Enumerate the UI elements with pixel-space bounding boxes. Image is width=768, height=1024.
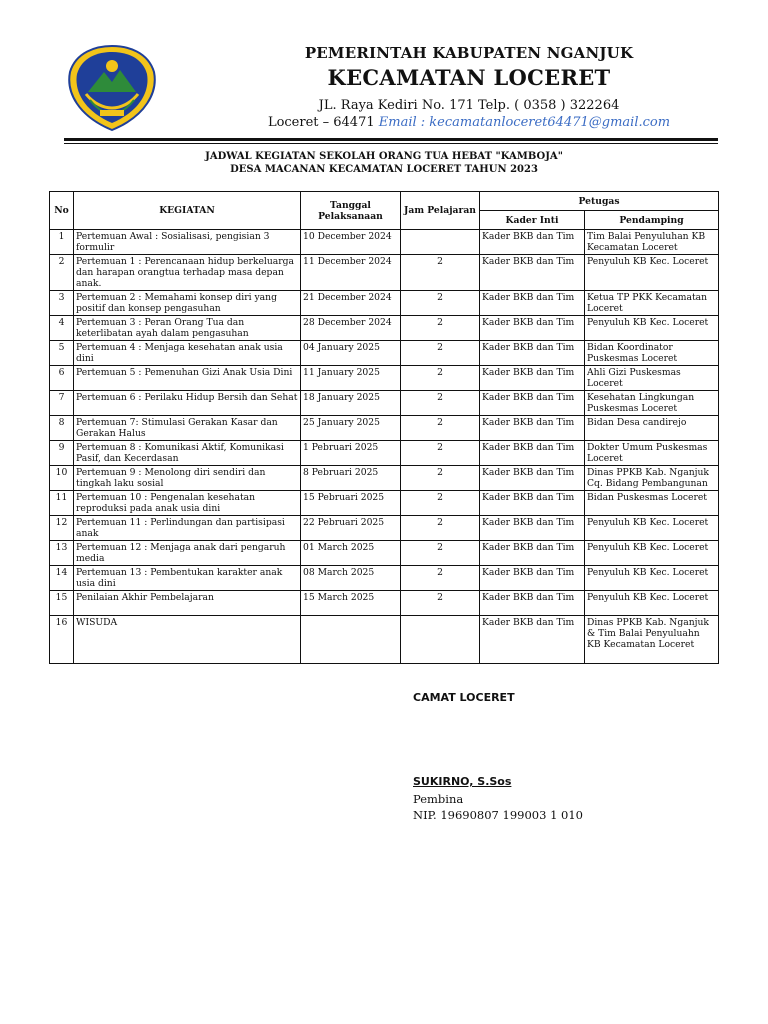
cell-tanggal: 01 March 2025 (301, 541, 401, 566)
cell-jam: 2 (401, 416, 480, 441)
cell-no: 15 (50, 591, 74, 616)
table-row (50, 366, 719, 391)
cell-kader-inti: Kader BKB dan Tim (480, 416, 585, 441)
cell-jam: 2 (401, 466, 480, 491)
table-row (50, 391, 719, 416)
cell-tanggal: 22 Pebruari 2025 (301, 516, 401, 541)
cell-kader-inti: Kader BKB dan Tim (480, 391, 585, 416)
cell-kegiatan: Pertemuan 3 : Peran Orang Tua dan keterlibatan ayah dalam pengasuhan (74, 316, 301, 341)
cell-jam: 2 (401, 391, 480, 416)
cell-tanggal: 18 January 2025 (301, 391, 401, 416)
header-no: No (50, 192, 74, 230)
table-row (50, 291, 719, 316)
cell-jam: 2 (401, 341, 480, 366)
signature-office: CAMAT LOCERET (413, 691, 515, 704)
cell-kegiatan: Pertemuan 7: Stimulasi Gerakan Kasar dan Gerakan Halus (74, 416, 301, 441)
cell-jam: 2 (401, 366, 480, 391)
cell-no: 7 (50, 391, 74, 416)
cell-tanggal: 08 March 2025 (301, 566, 401, 591)
cell-kegiatan: Pertemuan 1 : Perencanaan hidup berkeluarga dan harapan orangtua terhadap masa depan anak. (74, 255, 301, 291)
cell-pendamping: Penyuluh KB Kec. Loceret (585, 541, 719, 566)
cell-tanggal: 11 December 2024 (301, 255, 401, 291)
table-row (50, 516, 719, 541)
table-row (50, 316, 719, 341)
cell-no: 16 (50, 616, 74, 664)
cell-tanggal: 25 January 2025 (301, 416, 401, 441)
header-address: JL. Raya Kediri No. 171 Telp. ( 0358 ) 322264 (318, 98, 620, 113)
cell-pendamping: Penyuluh KB Kec. Loceret (585, 316, 719, 341)
table-row (50, 341, 719, 366)
header-government: PEMERINTAH KABUPATEN NGANJUK (304, 44, 634, 62)
cell-no: 11 (50, 491, 74, 516)
header-kegiatan: KEGIATAN (74, 192, 301, 230)
header-jam: Jam Pelajaran (401, 192, 480, 230)
table-row (50, 230, 719, 255)
cell-pendamping: Tim Balai Penyuluhan KB Kecamatan Loceret (585, 230, 719, 255)
cell-pendamping: Penyuluh KB Kec. Loceret (585, 566, 719, 591)
cell-kader-inti: Kader BKB dan Tim (480, 441, 585, 466)
cell-kegiatan: Pertemuan 10 : Pengenalan kesehatan reproduksi pada anak usia dini (74, 491, 301, 516)
cell-pendamping: Ketua TP PKK Kecamatan Loceret (585, 291, 719, 316)
table-row (50, 466, 719, 491)
cell-tanggal: 15 March 2025 (301, 591, 401, 616)
header-contact (170, 115, 768, 130)
cell-jam: 2 (401, 316, 480, 341)
cell-kegiatan: Pertemuan 13 : Pembentukan karakter anak usia dini (74, 566, 301, 591)
cell-no: 3 (50, 291, 74, 316)
cell-kader-inti: Kader BKB dan Tim (480, 255, 585, 291)
table-row (50, 255, 719, 291)
cell-no: 2 (50, 255, 74, 291)
cell-tanggal: 15 Pebruari 2025 (301, 491, 401, 516)
cell-pendamping: Bidan Desa candirejo (585, 416, 719, 441)
cell-pendamping: Kesehatan Lingkungan Puskesmas Loceret (585, 391, 719, 416)
cell-kader-inti: Kader BKB dan Tim (480, 591, 585, 616)
cell-tanggal: 04 January 2025 (301, 341, 401, 366)
cell-pendamping: Ahli Gizi Puskesmas Loceret (585, 366, 719, 391)
cell-tanggal: 1 Pebruari 2025 (301, 441, 401, 466)
document-title: JADWAL KEGIATAN SEKOLAH ORANG TUA HEBAT "KAMBOJA" (205, 151, 563, 162)
cell-no: 9 (50, 441, 74, 466)
cell-kegiatan: Penilaian Akhir Pembelajaran (74, 591, 301, 616)
regency-emblem-logo (66, 44, 158, 132)
cell-pendamping: Dinas PPKB Kab. Nganjuk Cq. Bidang Pembangunan (585, 466, 719, 491)
cell-kegiatan: Pertemuan 9 : Menolong diri sendiri dan tingkah laku sosial (74, 466, 301, 491)
cell-kegiatan: Pertemuan 6 : Perilaku Hidup Bersih dan Sehat (74, 391, 301, 416)
cell-tanggal: 28 December 2024 (301, 316, 401, 341)
table-row (50, 441, 719, 466)
cell-kader-inti: Kader BKB dan Tim (480, 366, 585, 391)
cell-kegiatan: Pertemuan 12 : Menjaga anak dari pengaruh media (74, 541, 301, 566)
table-row (50, 591, 719, 616)
cell-pendamping: Bidan Puskesmas Loceret (585, 491, 719, 516)
cell-kader-inti: Kader BKB dan Tim (480, 491, 585, 516)
signature-name: SUKIRNO, S.Sos (413, 775, 512, 788)
table-row (50, 491, 719, 516)
cell-kegiatan: Pertemuan 11 : Perlindungan dan partisipasi anak (74, 516, 301, 541)
cell-kader-inti: Kader BKB dan Tim (480, 466, 585, 491)
cell-no: 13 (50, 541, 74, 566)
cell-no: 10 (50, 466, 74, 491)
cell-jam: 2 (401, 541, 480, 566)
header-petugas: Petugas (480, 192, 719, 211)
cell-jam (401, 230, 480, 255)
table-row (50, 541, 719, 566)
signature-rank: Pembina (413, 792, 464, 806)
table-row (50, 616, 719, 664)
cell-pendamping: Bidan Koordinator Puskesmas Loceret (585, 341, 719, 366)
cell-jam: 2 (401, 516, 480, 541)
cell-kader-inti: Kader BKB dan Tim (480, 291, 585, 316)
cell-pendamping: Dinas PPKB Kab. Nganjuk & Tim Balai Penyuluahn KB Kecamatan Loceret (585, 616, 719, 664)
cell-no: 5 (50, 341, 74, 366)
cell-jam: 2 (401, 591, 480, 616)
table-row (50, 416, 719, 441)
cell-kader-inti: Kader BKB dan Tim (480, 616, 585, 664)
cell-kegiatan: Pertemuan 5 : Pemenuhan Gizi Anak Usia Dini (74, 366, 301, 391)
cell-tanggal: 11 January 2025 (301, 366, 401, 391)
cell-no: 4 (50, 316, 74, 341)
header-divider-thick (64, 138, 718, 141)
cell-no: 8 (50, 416, 74, 441)
cell-pendamping: Penyuluh KB Kec. Loceret (585, 516, 719, 541)
header-email: Email : kecamatanloceret64471@gmail.com (378, 115, 671, 130)
cell-no: 14 (50, 566, 74, 591)
header-pendamping: Pendamping (585, 211, 719, 230)
cell-no: 6 (50, 366, 74, 391)
header-kader-inti: Kader Inti (480, 211, 585, 230)
cell-jam (401, 616, 480, 664)
cell-kader-inti: Kader BKB dan Tim (480, 566, 585, 591)
cell-jam: 2 (401, 491, 480, 516)
header-district: KECAMATAN LOCERET (327, 65, 611, 90)
signature-nip: NIP. 19690807 199003 1 010 (413, 808, 583, 822)
header-tanggal: Tanggal Pelaksanaan (301, 192, 401, 230)
cell-kegiatan: Pertemuan 2 : Memahami konsep diri yang positif dan konsep pengasuhan (74, 291, 301, 316)
cell-jam: 2 (401, 255, 480, 291)
cell-kader-inti: Kader BKB dan Tim (480, 516, 585, 541)
cell-kegiatan: WISUDA (74, 616, 301, 664)
cell-tanggal: 8 Pebruari 2025 (301, 466, 401, 491)
cell-kegiatan: Pertemuan Awal : Sosialisasi, pengisian 3 formulir (74, 230, 301, 255)
cell-tanggal (301, 616, 401, 664)
schedule-table (49, 191, 719, 664)
cell-no: 1 (50, 230, 74, 255)
header-postal: Loceret – 64471 (267, 115, 375, 130)
cell-jam: 2 (401, 566, 480, 591)
cell-pendamping: Penyuluh KB Kec. Loceret (585, 591, 719, 616)
cell-tanggal: 10 December 2024 (301, 230, 401, 255)
cell-kader-inti: Kader BKB dan Tim (480, 541, 585, 566)
cell-kegiatan: Pertemuan 8 : Komunikasi Aktif, Komunikasi Pasif, dan Kecerdasan (74, 441, 301, 466)
header-divider-thin (64, 143, 718, 144)
cell-tanggal: 21 December 2024 (301, 291, 401, 316)
cell-kader-inti: Kader BKB dan Tim (480, 341, 585, 366)
cell-no: 12 (50, 516, 74, 541)
cell-kader-inti: Kader BKB dan Tim (480, 316, 585, 341)
cell-pendamping: Penyuluh KB Kec. Loceret (585, 255, 719, 291)
document-subtitle: DESA MACANAN KECAMATAN LOCERET TAHUN 2023 (230, 164, 538, 175)
cell-pendamping: Dokter Umum Puskesmas Loceret (585, 441, 719, 466)
cell-kader-inti: Kader BKB dan Tim (480, 230, 585, 255)
cell-jam: 2 (401, 291, 480, 316)
cell-kegiatan: Pertemuan 4 : Menjaga kesehatan anak usia dini (74, 341, 301, 366)
table-row (50, 566, 719, 591)
cell-jam: 2 (401, 441, 480, 466)
